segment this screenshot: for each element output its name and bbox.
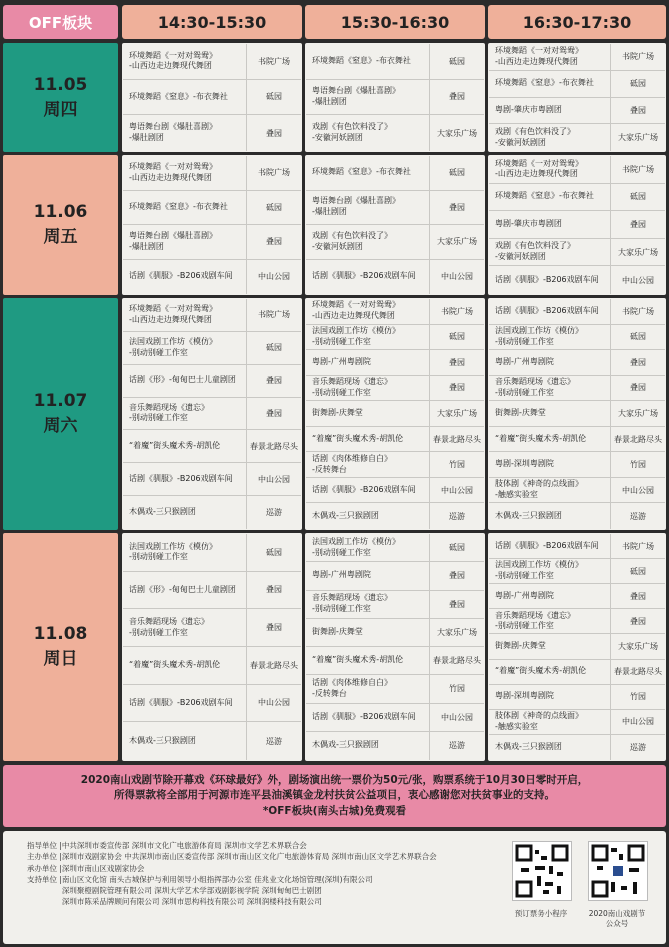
- day-date: 11.06: [33, 202, 88, 223]
- performance-name: 环境舞蹈《一对对鸳鸯》 -山西边走边舞现代舞团: [123, 156, 247, 190]
- performance-name: 话剧《驯服》-B206戏剧车间: [489, 299, 611, 324]
- schedule-row: [123, 225, 301, 260]
- venue-name: 中山公园: [622, 275, 654, 285]
- venue-name: 竹园: [449, 460, 465, 470]
- venue-name: 砥园: [266, 547, 282, 557]
- schedule-row: [489, 184, 665, 212]
- venue-name: 砥园: [630, 332, 646, 342]
- schedule-row: [306, 503, 484, 529]
- day-date: 11.05: [33, 74, 88, 95]
- venue-name: 竹园: [630, 460, 646, 470]
- venue-name: 中山公园: [441, 272, 473, 282]
- venue-name: 叠园: [266, 128, 282, 138]
- performance-name: 话剧《形》-甸甸巴士儿童剧团: [123, 572, 247, 609]
- performance-name: 音乐舞蹈现场《遗忘》 -别动别碰工作室: [489, 376, 611, 401]
- schedule-row: [489, 609, 665, 634]
- schedule-row: [306, 225, 484, 260]
- off-section-label: OFF板块: [3, 5, 118, 39]
- schedule-row: [306, 401, 484, 427]
- venue-name: 大家乐广场: [618, 641, 658, 651]
- schedule-row: [306, 562, 484, 590]
- performance-name: “着魔”街头魔术秀-胡凯伦: [489, 427, 611, 452]
- performance-name: 音乐舞蹈现场《遗忘》 -别动别碰工作室: [489, 609, 611, 633]
- venue-name: 砥园: [266, 343, 282, 353]
- performance-name: 粤剧-肇庆市粤剧团: [489, 211, 611, 238]
- venue-name: 春景北路尽头: [250, 441, 298, 451]
- credits: [27, 840, 489, 908]
- day-date: 11.08: [33, 624, 88, 645]
- performance-name: 肢体剧《神奇的点线面》 -触感实验室: [489, 478, 611, 503]
- venue-name: 大家乐广场: [618, 408, 658, 418]
- schedule-row: [306, 260, 484, 295]
- schedule-row: [306, 156, 484, 191]
- performance-name: 木偶戏-三只猴剧团: [123, 722, 247, 760]
- venue-name: 书院广场: [258, 168, 290, 178]
- performance-name: “着魔”街头魔术秀-胡凯伦: [123, 430, 247, 462]
- performance-name: 法国戏剧工作坊《模仿》 -别动别碰工作室: [489, 325, 611, 350]
- performance-name: 环境舞蹈《一对对鸳鸯》 -山西边走边舞现代舞团: [123, 44, 247, 79]
- performance-name: 木偶戏-三只猴剧团: [489, 503, 611, 529]
- schedule-row: [489, 44, 665, 71]
- performance-name: 话剧《驯服》-B206戏剧车间: [489, 534, 611, 558]
- credit-support: 支持单位 | 南山区文化馆 南头古城保护与利用领导小组指挥部办公室 佳兆业文化场馆管理(深圳)有限公司 深圳聚橙剧院管理有限公司 深圳大学艺术学部戏剧影视学院 深圳甸甸巴士剧团 深圳市陈采品牌顾问有限公司 深圳市思构科技有限公司 深圳润楼科技有限公司: [27, 874, 373, 907]
- qr-label-ticketing: 预订票务小程序: [514, 909, 568, 918]
- schedule-cell-group: [488, 43, 666, 152]
- performance-name: 环境舞蹈《窒息》-布衣舞社: [489, 71, 611, 97]
- venue-name: 大家乐广场: [437, 128, 477, 138]
- schedule-row: [489, 299, 665, 325]
- venue-name: 叠园: [449, 92, 465, 102]
- schedule-row: [306, 350, 484, 376]
- performance-name: 粤剧-肇庆市粤剧团: [489, 98, 611, 124]
- schedule-row: [123, 534, 301, 572]
- performance-name: 音乐舞蹈现场《遗忘》 -别动别碰工作室: [123, 609, 247, 646]
- schedule-row: [123, 647, 301, 685]
- day-label: [3, 298, 118, 530]
- performance-name: 木偶戏-三只猴剧团: [489, 735, 611, 760]
- venue-name: 大家乐广场: [437, 627, 477, 637]
- day-weekday: 周六: [43, 416, 78, 436]
- schedule-row: [123, 365, 301, 398]
- performance-name: 环境舞蹈《窒息》-布衣舞社: [306, 156, 430, 190]
- venue-name: 砥园: [449, 56, 465, 66]
- venue-name: 巡游: [630, 511, 646, 521]
- venue-name: 中山公园: [258, 272, 290, 282]
- venue-name: 巡游: [266, 507, 282, 517]
- schedule-row: [306, 704, 484, 732]
- schedule-row: [123, 496, 301, 529]
- schedule-cell-group: [122, 533, 302, 761]
- ticket-notice: [3, 765, 666, 827]
- credit-organizer: 承办单位 | 深圳市南山区戏剧家协会: [27, 863, 145, 873]
- performance-name: 木偶戏-三只猴剧团: [306, 503, 430, 529]
- qr-code-icon[interactable]: [588, 841, 648, 901]
- schedule-row: [306, 732, 484, 760]
- schedule-row: [489, 156, 665, 184]
- footer: [3, 831, 666, 944]
- performance-name: 粤剧-深圳粤剧院: [489, 452, 611, 477]
- schedule-row: [306, 80, 484, 116]
- performance-name: 法国戏剧工作坊《模仿》 -别动别碰工作室: [123, 332, 247, 364]
- day-weekday: 周四: [43, 99, 78, 120]
- venue-name: 中山公园: [622, 485, 654, 495]
- venue-name: 书院广场: [622, 52, 654, 62]
- venue-name: 巡游: [630, 742, 646, 752]
- venue-name: 叠园: [630, 219, 646, 229]
- schedule-row: [489, 71, 665, 98]
- venue-name: 书院广场: [258, 310, 290, 320]
- performance-name: 环境舞蹈《窒息》-布衣舞社: [123, 80, 247, 115]
- performance-name: 环境舞蹈《窒息》-布衣舞社: [123, 191, 247, 225]
- schedule-row: [489, 427, 665, 453]
- schedule-row: [489, 710, 665, 735]
- schedule-row: [489, 124, 665, 151]
- schedule-row: [123, 299, 301, 332]
- performance-name: 法国戏剧工作坊《模仿》 -别动别碰工作室: [123, 534, 247, 571]
- schedule-row: [489, 503, 665, 529]
- schedule-row: [123, 572, 301, 610]
- venue-name: 中山公园: [258, 474, 290, 484]
- venue-name: 书院广场: [441, 306, 473, 316]
- schedule-row: [489, 350, 665, 376]
- performance-name: 话剧《驯服》-B206戏剧车间: [123, 685, 247, 722]
- performance-name: 粤语舞台剧《爆肚喜剧》 -爆肚剧团: [306, 191, 430, 225]
- credit-host: 主办单位 | 深圳市戏剧家协会 中共深圳市南山区委宣传部 深圳市南山区文化广电旅游体育局 深圳市南山区文学艺术界联合会: [27, 852, 437, 862]
- performance-name: 街舞剧-庆舞堂: [306, 619, 430, 646]
- schedule-row: [306, 44, 484, 80]
- venue-name: 叠园: [266, 408, 282, 418]
- day-label: [3, 155, 118, 295]
- venue-name: 叠园: [630, 383, 646, 393]
- schedule-cell-group: [488, 298, 666, 530]
- performance-name: 音乐舞蹈现场《遗忘》 -别动别碰工作室: [306, 591, 430, 618]
- performance-name: 话剧《驯服》-B206戏剧车间: [123, 463, 247, 495]
- schedule-row: [306, 647, 484, 675]
- schedule-row: [489, 211, 665, 239]
- venue-name: 书院广场: [622, 541, 654, 551]
- venue-name: 春景北路尽头: [250, 660, 298, 670]
- performance-name: 粤剧-广州粤剧院: [489, 350, 611, 375]
- schedule-row: [489, 452, 665, 478]
- venue-name: 叠园: [449, 357, 465, 367]
- venue-name: 叠园: [266, 585, 282, 595]
- day-date: 11.07: [33, 391, 88, 412]
- venue-name: 春景北路尽头: [614, 434, 662, 444]
- venue-name: 竹园: [630, 692, 646, 702]
- schedule-row: [489, 98, 665, 125]
- time-header-1: 14:30-15:30: [122, 5, 302, 39]
- schedule-row: [489, 534, 665, 559]
- schedule-cell-group: [305, 533, 485, 761]
- day-label: [3, 43, 118, 152]
- schedule-row: [489, 660, 665, 685]
- venue-name: 叠园: [449, 571, 465, 581]
- performance-name: 法国戏剧工作坊《模仿》 -别动别碰工作室: [306, 325, 430, 350]
- performance-name: 街舞剧-庆舞堂: [489, 401, 611, 426]
- schedule-cell-group: [122, 155, 302, 295]
- notice-line-1: 2020南山戏剧节除开幕戏《环球最好》外，剧场演出统一票价为50元/张，购票系统于10月30日零时开启，: [80, 774, 589, 787]
- venue-name: 巡游: [449, 511, 465, 521]
- schedule-row: [123, 332, 301, 365]
- performance-name: 粤语舞台剧《爆肚喜剧》 -爆肚剧团: [123, 225, 247, 259]
- venue-name: 中山公园: [441, 712, 473, 722]
- schedule-cell-group: [305, 155, 485, 295]
- venue-name: 砥园: [630, 79, 646, 89]
- schedule-row: [123, 260, 301, 295]
- schedule-row: [306, 452, 484, 478]
- schedule-cell-group: [488, 155, 666, 295]
- schedule-cell-group: [305, 43, 485, 152]
- performance-name: 话剧《驯服》-B206戏剧车间: [123, 260, 247, 295]
- venue-name: 中山公园: [622, 717, 654, 727]
- performance-name: 街舞剧-庆舞堂: [489, 634, 611, 658]
- venue-name: 春景北路尽头: [433, 656, 481, 666]
- venue-name: 叠园: [630, 357, 646, 367]
- schedule-row: [489, 401, 665, 427]
- venue-name: 书院广场: [258, 56, 290, 66]
- venue-name: 春景北路尽头: [614, 667, 662, 677]
- performance-name: 戏剧《有色饮料没了》 -安徽河妖剧团: [489, 239, 611, 266]
- schedule-row: [489, 325, 665, 351]
- schedule-row: [489, 584, 665, 609]
- credit-guidance: 指导单位 | 中共深圳市委宣传部 深圳市文化广电旅游体育局 深圳市文学艺术界联合会: [27, 841, 307, 850]
- venue-name: 叠园: [630, 591, 646, 601]
- venue-name: 叠园: [630, 105, 646, 115]
- performance-name: 粤剧-深圳粤剧院: [489, 685, 611, 709]
- venue-name: 叠园: [449, 202, 465, 212]
- schedule-row: [489, 266, 665, 294]
- schedule-row: [306, 619, 484, 647]
- performance-name: 环境舞蹈《窒息》-布衣舞社: [306, 44, 430, 79]
- venue-name: 书院广场: [622, 306, 654, 316]
- venue-name: 巡游: [449, 741, 465, 751]
- performance-name: 木偶戏-三只猴剧团: [123, 496, 247, 529]
- venue-name: 叠园: [266, 376, 282, 386]
- schedule-row: [306, 478, 484, 504]
- schedule-row: [123, 609, 301, 647]
- schedule-cell-group: [488, 533, 666, 761]
- performance-name: “着魔”街头魔术秀-胡凯伦: [123, 647, 247, 684]
- schedule-row: [489, 735, 665, 760]
- venue-name: 巡游: [266, 736, 282, 746]
- time-header-3: 16:30-17:30: [488, 5, 666, 39]
- schedule-cell-group: [122, 43, 302, 152]
- qr-label-wechat: 2020南山戏剧节 公众号: [588, 909, 646, 929]
- schedule-row: [489, 685, 665, 710]
- venue-name: 砥园: [630, 566, 646, 576]
- venue-name: 叠园: [630, 616, 646, 626]
- venue-name: 叠园: [266, 237, 282, 247]
- venue-name: 砥园: [630, 192, 646, 202]
- time-header-2: 15:30-16:30: [305, 5, 485, 39]
- venue-name: 叠园: [449, 383, 465, 393]
- schedule-row: [306, 675, 484, 703]
- performance-name: “着魔”街头魔术秀-胡凯伦: [306, 427, 430, 452]
- schedule-row: [306, 534, 484, 562]
- performance-name: 话剧《肉体维修自白》 -反转舞台: [306, 675, 430, 702]
- schedule-row: [306, 299, 484, 325]
- performance-name: 环境舞蹈《一对对鸳鸯》 -山西边走边舞现代舞团: [489, 156, 611, 183]
- performance-name: 粤语舞台剧《爆肚喜剧》 -爆肚剧团: [306, 80, 430, 115]
- performance-name: 粤剧-广州粤剧院: [489, 584, 611, 608]
- schedule-row: [306, 376, 484, 402]
- venue-name: 竹园: [449, 684, 465, 694]
- performance-name: 音乐舞蹈现场《遗忘》 -别动别碰工作室: [306, 376, 430, 401]
- performance-name: 街舞剧-庆舞堂: [306, 401, 430, 426]
- performance-name: 话剧《肉体维修自白》 -反转舞台: [306, 452, 430, 477]
- day-weekday: 周五: [43, 227, 78, 247]
- venue-name: 大家乐广场: [618, 133, 658, 143]
- performance-name: 戏剧《有色饮料没了》 -安徽河妖剧团: [306, 115, 430, 151]
- venue-name: 中山公园: [441, 485, 473, 495]
- qr-code-icon[interactable]: [512, 841, 572, 901]
- venue-name: 大家乐广场: [618, 247, 658, 257]
- schedule-row: [306, 115, 484, 151]
- schedule-row: [123, 156, 301, 191]
- venue-name: 砥园: [449, 543, 465, 553]
- performance-name: 戏剧《有色饮料没了》 -安徽河妖剧团: [489, 124, 611, 151]
- schedule-row: [123, 191, 301, 226]
- schedule-row: [123, 685, 301, 723]
- performance-name: 话剧《形》-甸甸巴士儿童剧团: [123, 365, 247, 397]
- schedule-row: [123, 44, 301, 80]
- performance-name: 法国戏剧工作坊《模仿》 -别动别碰工作室: [489, 559, 611, 583]
- performance-name: “着魔”街头魔术秀-胡凯伦: [306, 647, 430, 674]
- schedule-row: [123, 722, 301, 760]
- performance-name: 环境舞蹈《一对对鸳鸯》 -山西边走边舞现代舞团: [306, 299, 430, 324]
- performance-name: 环境舞蹈《一对对鸳鸯》 -山西边走边舞现代舞团: [123, 299, 247, 331]
- schedule-row: [306, 591, 484, 619]
- venue-name: 春景北路尽头: [433, 434, 481, 444]
- schedule-row: [489, 376, 665, 402]
- schedule-row: [489, 478, 665, 504]
- venue-name: 砥园: [266, 202, 282, 212]
- schedule-row: [123, 398, 301, 431]
- notice-line-2: 所得票款将全部用于河源市连平县油溪镇金龙村扶贫公益项目，衷心感谢您对扶贫事业的支持。: [114, 789, 555, 802]
- schedule-cell-group: [305, 298, 485, 530]
- schedule-row: [489, 239, 665, 267]
- performance-name: 粤剧-广州粤剧院: [306, 350, 430, 375]
- performance-name: 话剧《驯服》-B206戏剧车间: [489, 266, 611, 294]
- performance-name: 话剧《驯服》-B206戏剧车间: [306, 260, 430, 295]
- schedule-row: [306, 427, 484, 453]
- schedule-row: [123, 80, 301, 116]
- performance-name: 环境舞蹈《窒息》-布衣舞社: [489, 184, 611, 211]
- performance-name: 木偶戏-三只猴剧团: [306, 732, 430, 760]
- venue-name: 大家乐广场: [437, 408, 477, 418]
- performance-name: 话剧《驯服》-B206戏剧车间: [306, 704, 430, 731]
- performance-name: 肢体剧《神奇的点线面》 -触感实验室: [489, 710, 611, 734]
- day-weekday: 周日: [43, 649, 78, 669]
- venue-name: 中山公园: [258, 698, 290, 708]
- venue-name: 大家乐广场: [437, 237, 477, 247]
- venue-name: 砥园: [449, 168, 465, 178]
- schedule-row: [306, 325, 484, 351]
- schedule-row: [489, 559, 665, 584]
- schedule-cell-group: [122, 298, 302, 530]
- performance-name: 环境舞蹈《一对对鸳鸯》 -山西边走边舞现代舞团: [489, 44, 611, 70]
- performance-name: 音乐舞蹈现场《遗忘》 -别动别碰工作室: [123, 398, 247, 430]
- schedule-row: [123, 430, 301, 463]
- venue-name: 叠园: [449, 599, 465, 609]
- performance-name: 话剧《驯服》-B206戏剧车间: [306, 478, 430, 503]
- performance-name: “着魔”街头魔术秀-胡凯伦: [489, 660, 611, 684]
- venue-name: 叠园: [266, 623, 282, 633]
- performance-name: 戏剧《有色饮料没了》 -安徽河妖剧团: [306, 225, 430, 259]
- venue-name: 砥园: [449, 332, 465, 342]
- schedule-row: [306, 191, 484, 226]
- day-label: [3, 533, 118, 761]
- performance-name: 法国戏剧工作坊《模仿》 -别动别碰工作室: [306, 534, 430, 561]
- schedule-row: [123, 463, 301, 496]
- performance-name: 粤剧-广州粤剧院: [306, 562, 430, 589]
- schedule-row: [489, 634, 665, 659]
- notice-line-3: *OFF板块(南头古城)免费观看: [262, 804, 407, 817]
- venue-name: 砥园: [266, 92, 282, 102]
- performance-name: 粤语舞台剧《爆肚喜剧》 -爆肚剧团: [123, 115, 247, 151]
- venue-name: 书院广场: [622, 164, 654, 174]
- schedule-row: [123, 115, 301, 151]
